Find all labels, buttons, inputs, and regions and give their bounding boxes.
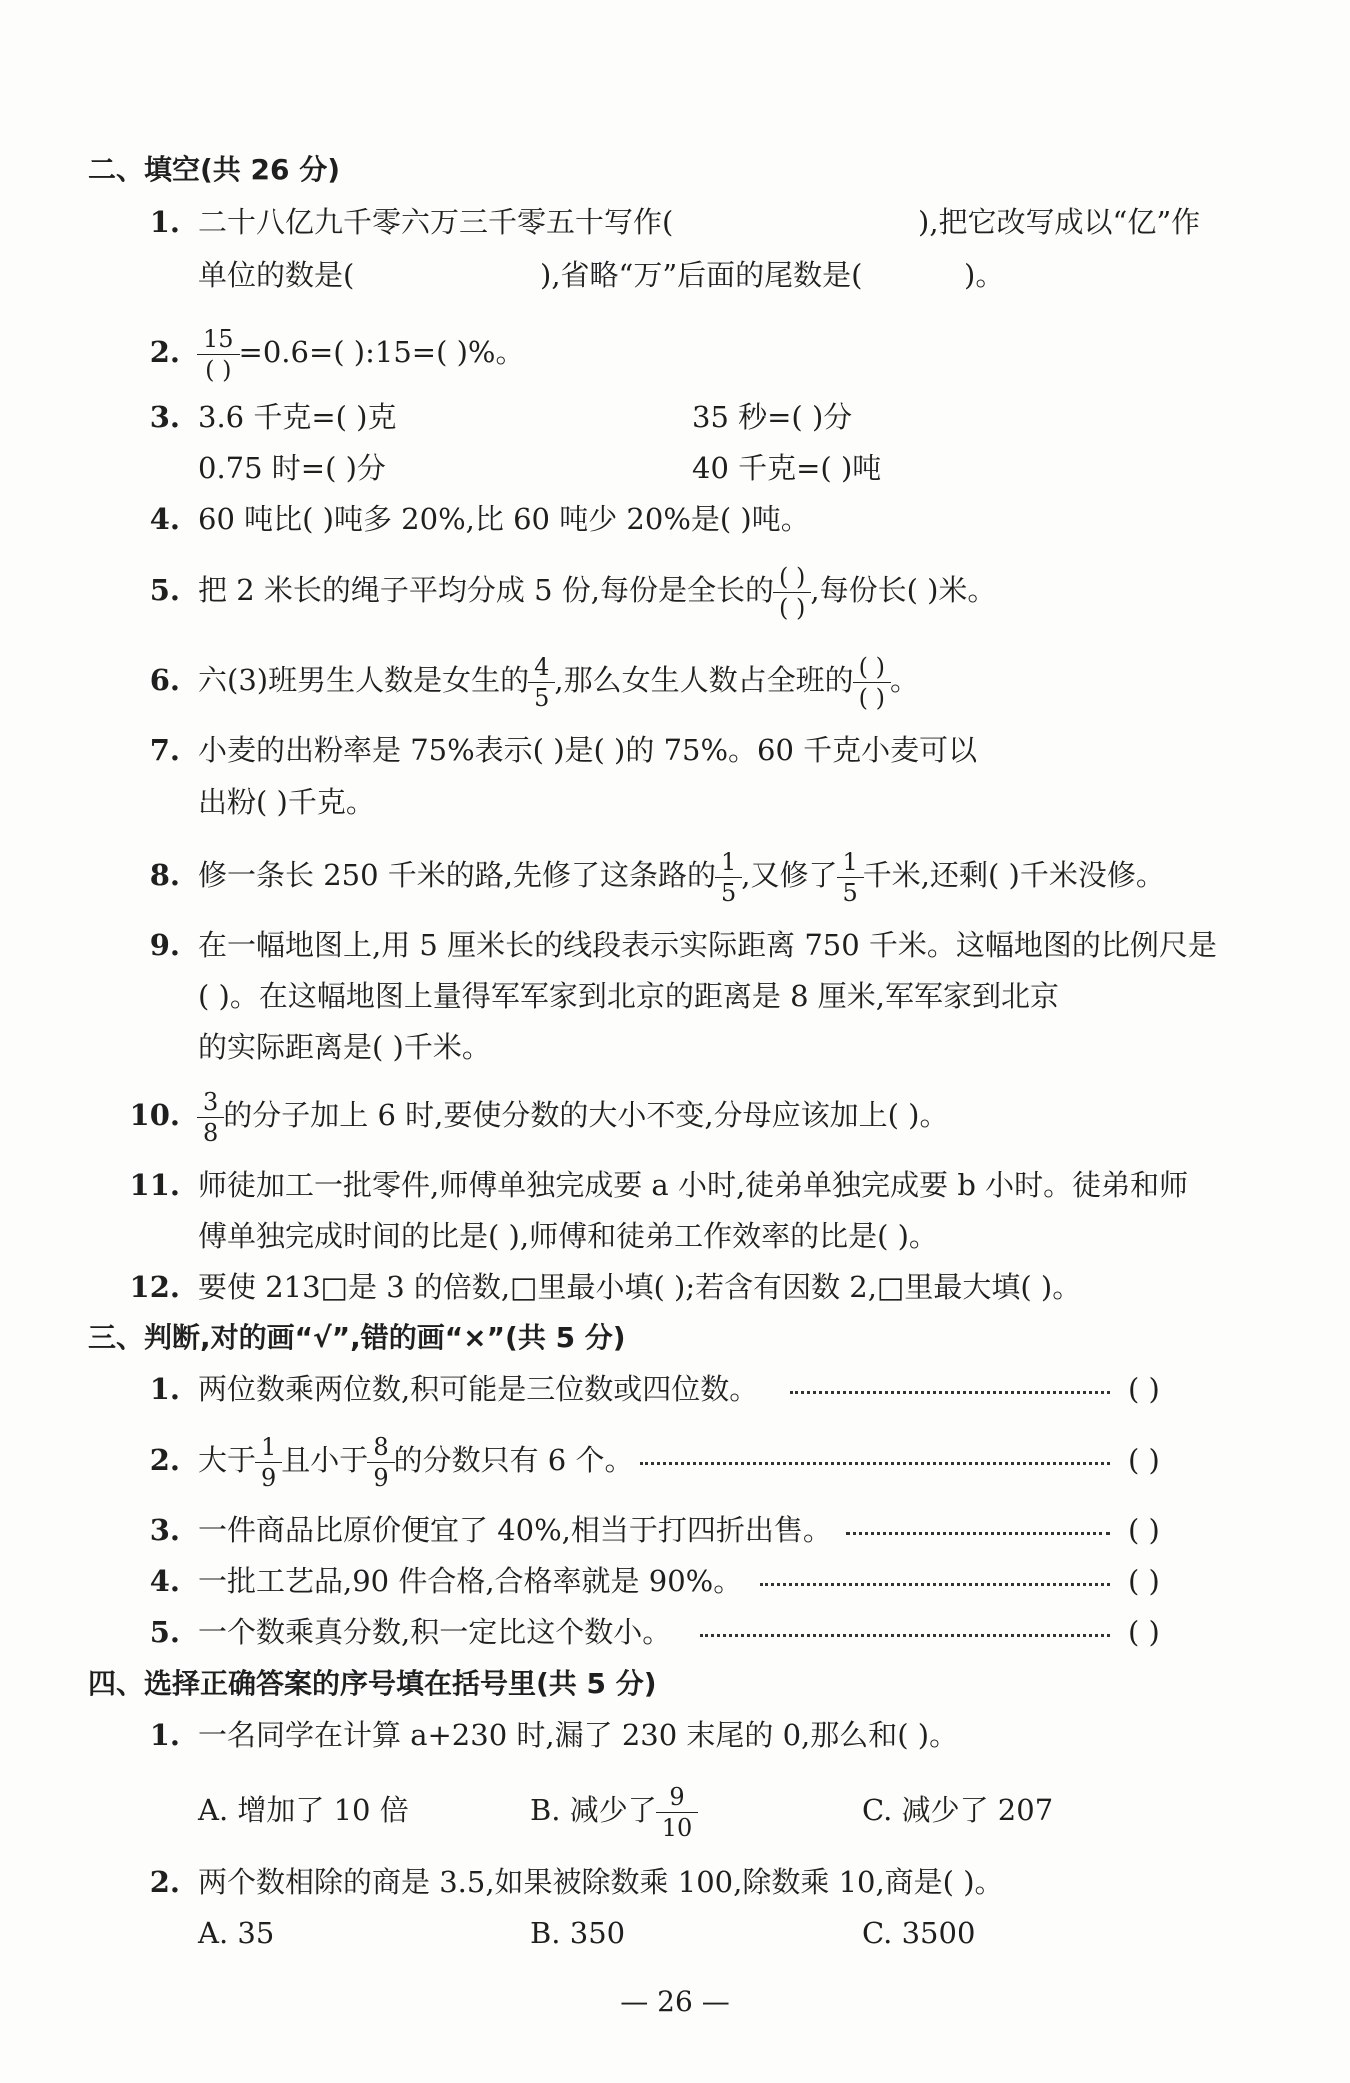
answer-blank: ( ): [1128, 1513, 1160, 1547]
fraction: $\frac{1}{9}$: [258, 1432, 279, 1493]
fraction: $\frac{4}{5}$: [531, 652, 552, 713]
fraction: $\frac{9}{10}$: [659, 1782, 696, 1843]
question-text: 出粉( )千克。: [198, 785, 375, 819]
leader-dots: [760, 1583, 1110, 1586]
question-text: 的分子加上 6 时,要使分数的大小不变,分母应该加上( )。: [223, 1098, 949, 1132]
option-a: A. 增加了 10 倍: [198, 1793, 409, 1827]
question-text: 单位的数是(: [198, 258, 355, 292]
fraction: $\frac{1}{5}$: [840, 847, 861, 908]
question-number: 5.: [149, 1615, 180, 1649]
question-number: 9.: [149, 928, 180, 962]
option-b: B. 350: [530, 1916, 626, 1950]
option-c: C. 3500: [862, 1916, 976, 1950]
question-text: 要使 213□是 3 的倍数,□里最小填( );若含有因数 2,□里最大填( )。: [198, 1270, 1082, 1304]
question-number: 4.: [149, 502, 180, 536]
question-text: )。: [964, 258, 1005, 292]
question-text: 大于: [198, 1443, 257, 1477]
question-text: 二十八亿九千零六万三千零五十写作(: [198, 205, 674, 239]
question-text: 一名同学在计算 a+230 时,漏了 230 末尾的 0,那么和( )。: [198, 1718, 959, 1752]
answer-blank: ( ): [1128, 1615, 1160, 1649]
question-text: 两位数乘两位数,积可能是三位数或四位数。: [198, 1372, 759, 1406]
question-text: 3.6 千克=( )克: [198, 400, 397, 434]
question-text: 一个数乘真分数,积一定比这个数小。: [198, 1615, 672, 1649]
question-number: 1.: [149, 1372, 180, 1406]
question-number: 1.: [149, 1718, 180, 1752]
leader-dots: [640, 1462, 1110, 1465]
fraction: $\frac{8}{9}$: [370, 1432, 391, 1493]
fraction: $\frac{( )}{( )}$: [776, 562, 808, 623]
question-number: 2.: [149, 1443, 180, 1477]
question-text: ,每份长( )米。: [810, 573, 997, 607]
question-number: 2.: [149, 335, 180, 369]
question-number: 8.: [149, 858, 180, 892]
question-number: 5.: [149, 573, 180, 607]
question-number: 6.: [149, 663, 180, 697]
question-text: ,那么女生人数占全班的: [554, 663, 854, 697]
question-text: 千米,还剩( )千米没修。: [862, 858, 1165, 892]
page-number: — 26 —: [620, 1985, 730, 2018]
question-number: 10.: [129, 1098, 180, 1132]
section-3-title: 三、判断,对的画“√”,错的画“×”(共 5 分): [88, 1321, 626, 1354]
answer-blank: ( ): [1128, 1564, 1160, 1598]
question-text: 在一幅地图上,用 5 厘米长的线段表示实际距离 750 千米。这幅地图的比例尺是: [198, 928, 1217, 962]
question-text: 0.75 时=( )分: [198, 451, 386, 485]
question-number: 3.: [149, 400, 180, 434]
answer-blank: ( ): [1128, 1443, 1160, 1477]
question-text: ,又修了: [741, 858, 838, 892]
question-text: 40 千克=( )吨: [692, 451, 882, 485]
question-text: 的实际距离是( )千米。: [198, 1030, 491, 1064]
question-text: 两个数相除的商是 3.5,如果被除数乘 100,除数乘 10,商是( )。: [198, 1865, 1004, 1899]
question-text: 六(3)班男生人数是女生的: [198, 663, 530, 697]
fraction: $\frac{3}{8}$: [200, 1087, 221, 1148]
question-text: 修一条长 250 千米的路,先修了这条路的: [198, 858, 717, 892]
question-text: 的分数只有 6 个。: [393, 1443, 634, 1477]
question-text: ( )。在这幅地图上量得军军家到北京的距离是 8 厘米,军军家到北京: [198, 979, 1059, 1013]
question-number: 12.: [129, 1270, 180, 1304]
answer-blank: ( ): [1128, 1372, 1160, 1406]
section-2-title: 二、填空(共 26 分): [88, 153, 341, 186]
question-text: 35 秒=( )分: [692, 400, 853, 434]
question-number: 1.: [149, 205, 180, 239]
question-text: 傅单独完成时间的比是( ),师傅和徒弟工作效率的比是( )。: [198, 1219, 938, 1253]
question-text: ),省略“万”后面的尾数是(: [540, 258, 863, 292]
question-number: 2.: [149, 1865, 180, 1899]
question-text: 一件商品比原价便宜了 40%,相当于打四折出售。: [198, 1513, 832, 1547]
question-text: 小麦的出粉率是 75%表示( )是( )的 75%。60 千克小麦可以: [198, 733, 978, 767]
question-text: ),把它改写成以“亿”作: [918, 205, 1201, 239]
fraction: $\frac{1}{5}$: [718, 847, 739, 908]
section-4-title: 四、选择正确答案的序号填在括号里(共 5 分): [88, 1667, 657, 1700]
question-text: =0.6=( ):15=( )%。: [238, 335, 525, 369]
option-c: C. 减少了 207: [862, 1793, 1054, 1827]
question-number: 3.: [149, 1513, 180, 1547]
question-text: 一批工艺品,90 件合格,合格率就是 90%。: [198, 1564, 743, 1598]
question-number: 4.: [149, 1564, 180, 1598]
question-text: 。: [889, 663, 919, 697]
fraction: $\frac{15}{( )}$: [200, 324, 237, 385]
question-text: 60 吨比( )吨多 20%,比 60 吨少 20%是( )吨。: [198, 502, 810, 536]
option-a: A. 35: [198, 1916, 275, 1950]
question-text: 把 2 米长的绳子平均分成 5 份,每份是全长的: [198, 573, 774, 607]
leader-dots: [700, 1634, 1110, 1637]
leader-dots: [790, 1391, 1110, 1394]
question-text: 师徒加工一批零件,师傅单独完成要 a 小时,徒弟单独完成要 b 小时。徒弟和师: [198, 1168, 1189, 1202]
question-number: 11.: [129, 1168, 180, 1202]
fraction: $\frac{( )}{( )}$: [856, 652, 888, 713]
question-text: 且小于: [281, 1443, 369, 1477]
question-number: 7.: [149, 733, 180, 767]
leader-dots: [846, 1532, 1110, 1535]
option-b: B. 减少了: [530, 1793, 657, 1827]
